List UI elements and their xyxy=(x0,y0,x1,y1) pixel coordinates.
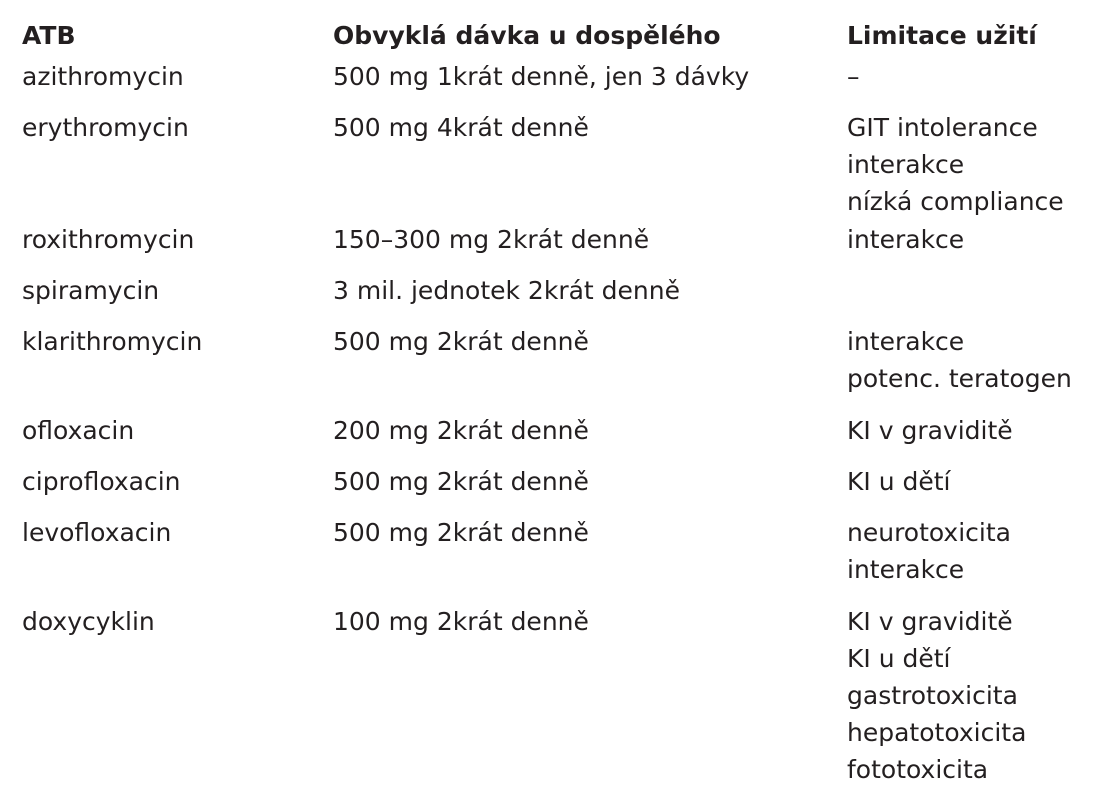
row-atb-name: ofloxacin xyxy=(22,416,135,445)
limit-item: interakce xyxy=(847,555,965,584)
limit-item: – xyxy=(847,62,860,91)
row-dose: 3 mil. jednotek 2krát denně xyxy=(333,276,680,305)
limit-item: interakce xyxy=(847,327,965,356)
header-atb: ATB xyxy=(22,21,76,50)
row-atb-name: levofloxacin xyxy=(22,518,172,547)
limit-item: nízká compliance xyxy=(847,187,1064,216)
limit-item: GIT intolerance xyxy=(847,113,1038,142)
limit-item: interakce xyxy=(847,150,965,179)
row-dose: 500 mg 2krát denně xyxy=(333,467,589,496)
row-atb-name: azithromycin xyxy=(22,62,184,91)
row-limits xyxy=(847,412,1013,449)
limit-item: KI u dětí xyxy=(847,644,951,673)
row-atb-name: erythromycin xyxy=(22,113,189,142)
row-atb-name: klarithromycin xyxy=(22,327,203,356)
row-limits xyxy=(847,109,1064,220)
row-dose: 150–300 mg 2krát denně xyxy=(333,225,650,254)
row-atb-name: ciprofloxacin xyxy=(22,467,181,496)
row-dose: 500 mg 1krát denně, jen 3 dávky xyxy=(333,62,750,91)
row-limits xyxy=(847,514,1011,588)
header-dose: Obvyklá dávka u dospělého xyxy=(333,21,721,50)
limit-item: potenc. teratogen xyxy=(847,364,1072,393)
limit-item: hepatotoxicita xyxy=(847,718,1027,747)
limit-item: interakce xyxy=(847,225,965,254)
row-dose: 100 mg 2krát denně xyxy=(333,607,589,636)
row-limits xyxy=(847,603,1026,788)
limit-item: KI v graviditě xyxy=(847,607,1013,636)
limit-item: neurotoxicita xyxy=(847,518,1011,547)
row-atb-name: roxithromycin xyxy=(22,225,195,254)
row-limits xyxy=(847,221,964,258)
row-atb-name: spiramycin xyxy=(22,276,160,305)
limit-item: KI v graviditě xyxy=(847,416,1013,445)
row-limits xyxy=(847,463,951,500)
row-limits xyxy=(847,58,860,95)
limit-item: gastrotoxicita xyxy=(847,681,1018,710)
row-limits xyxy=(847,323,1072,397)
row-dose: 500 mg 2krát denně xyxy=(333,518,589,547)
limit-item: KI u dětí xyxy=(847,467,951,496)
limit-item: fototoxicita xyxy=(847,755,989,784)
row-dose: 200 mg 2krát denně xyxy=(333,416,589,445)
row-atb-name: doxycyklin xyxy=(22,607,155,636)
header-limits: Limitace užití xyxy=(847,21,1037,50)
row-dose: 500 mg 4krát denně xyxy=(333,113,589,142)
row-dose: 500 mg 2krát denně xyxy=(333,327,589,356)
